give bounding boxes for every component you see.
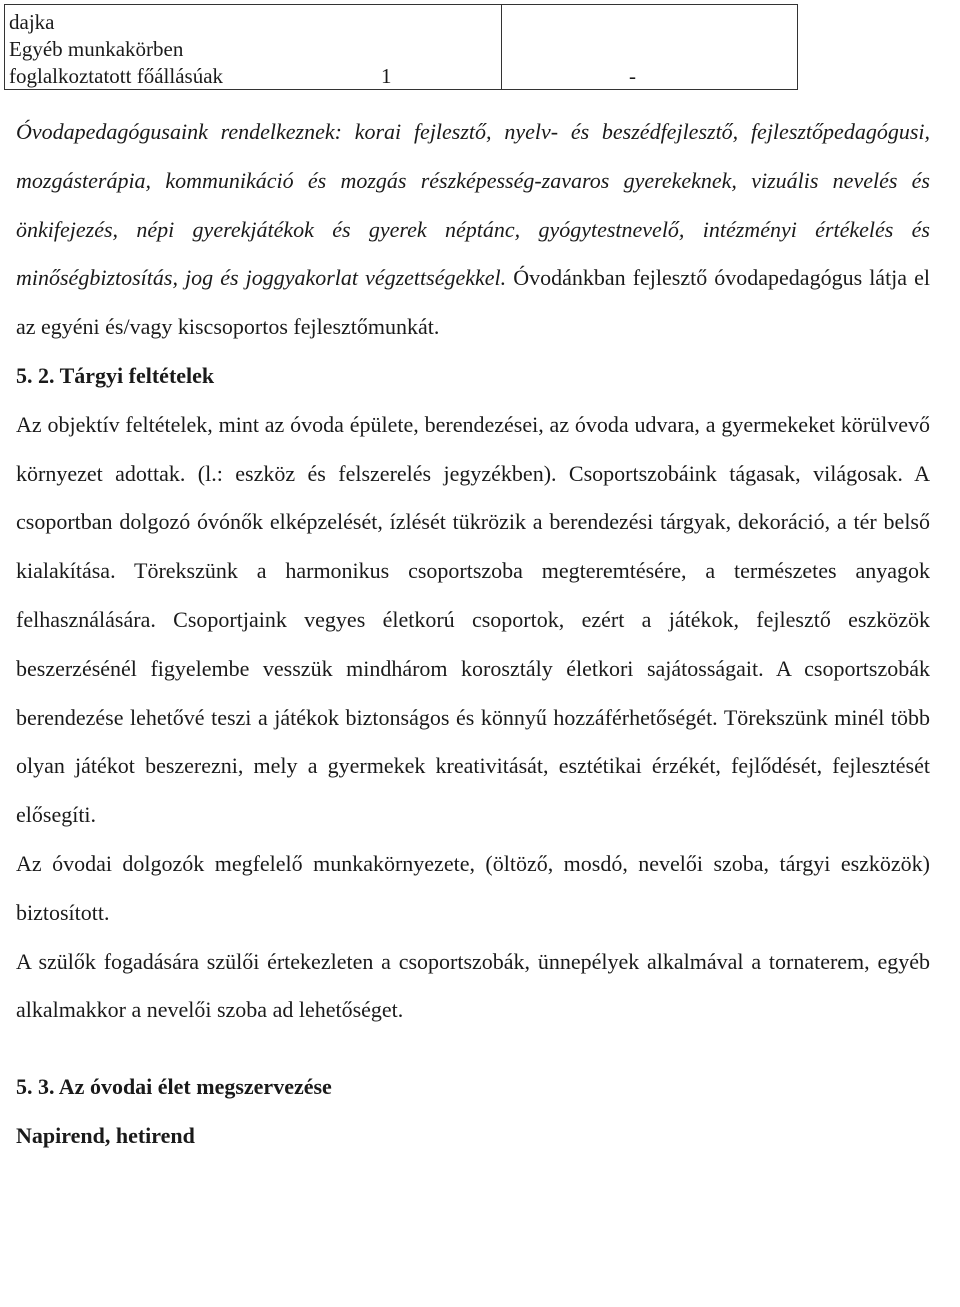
staff-environment-paragraph: Az óvodai dolgozók megfelelő munkakörnyezete, (öltöző, mosdó, nevelői szoba, tárgyi eszközök) biztosított. — [16, 850, 930, 925]
staff-role-cell — [9, 9, 223, 90]
parents-paragraph: A szülők fogadására szülői értekezleten a csoportszobák, ünnepélyek alkalmával a tornaterem, egyéb alkalmakkor a nevelői szoba ad lehetőséget. — [16, 948, 930, 1023]
staff-extra: - — [629, 64, 636, 88]
qualifications-paragraph — [16, 108, 930, 352]
document-body — [16, 108, 930, 1161]
qualifications-list: Óvodapedagógusaink rendelkeznek: korai fejlesztő, nyelv- és beszédfejlesztő, fejlesztőpedagógusi, mozgásterápia, kommunikáció és mozgás részképesség-zavaros gyerekeknek, vizuális nevelés és önkifejezés, népi gyerekjátékok és gyerek néptánc, gyógytestnevelő, intézményi értékelés és minőségbiztosítás, jog és joggyakorlat végzettségekkel. — [16, 119, 930, 291]
section-heading-5-3: 5. 3. Az óvodai élet megszervezése — [16, 1074, 332, 1100]
section-heading-5-2: 5. 2. Tárgyi feltételek — [16, 362, 215, 388]
staff-table — [4, 4, 798, 90]
role-line-2: Egyéb munkakörben — [9, 37, 184, 61]
role-line-3: foglalkoztatott főállásúak — [9, 64, 224, 88]
development-note: Óvodánkban fejlesztő óvodapedagógus látja el az egyéni és/vagy kiscsoportos fejlesztőmunkát. — [16, 265, 930, 340]
staff-count: 1 — [381, 64, 392, 88]
conditions-paragraph: Az objektív feltételek, mint az óvoda épülete, berendezései, az óvoda udvara, a gyermekeket körülvevő környezet adottak. (l.: eszköz és felszerelés jegyzékben). Csoportszobáink tágasak, világosak. A csoportban dolgozó óvónők elképzelését, ízlését tükrözik a berendezési tárgyak, dekoráció, a tér belső kialakítása. Törekszünk a harmonikus csoportszoba megteremtésére, a természetes anyagok felhasználására. Csoportjaink vegyes életkorú csoportok, ezért a játékok, fejlesztő eszközök beszerzésénél figyelembe vesszük mindhárom korosztály életkori sajátosságait. A csoportszobák berendezése lehetővé teszi a játékok biztonságos és könnyű hozzáférhetőségét. Törekszünk minél több olyan játékot beszerezni, mely a gyermekek kreativitását, esztétikai érzékét, fejlődését, fejlesztését elősegíti. — [16, 411, 930, 828]
table-divider — [501, 5, 502, 89]
spacer — [16, 1035, 930, 1063]
subheading-napirend: Napirend, hetirend — [16, 1122, 195, 1148]
role-line-1: dajka — [9, 10, 55, 34]
